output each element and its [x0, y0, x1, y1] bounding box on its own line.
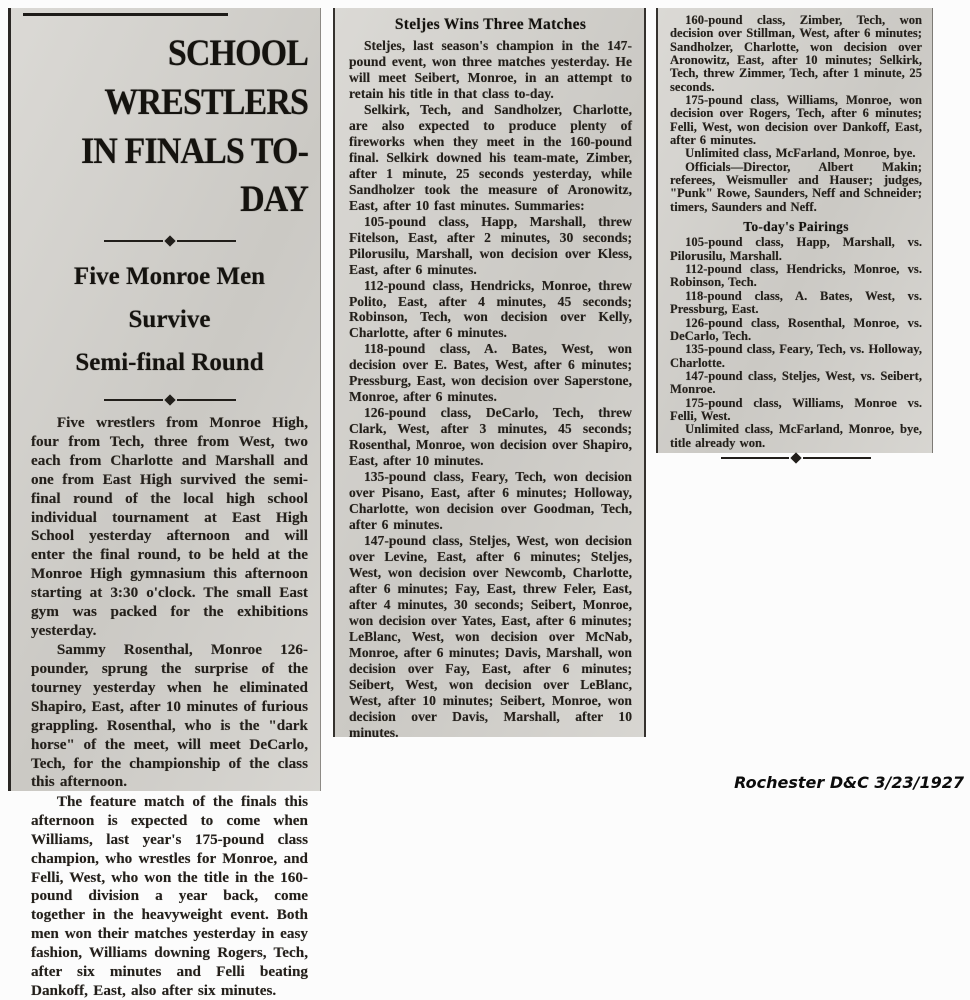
article-paragraph: Five wrestlers from Monroe High, four from Tech, three from West, two each from Charlotte and Marshall and one from East High survived the semi-final round of the local high school individual tournament at East High School yesterday afternoon and will enter the final round, to be held at the Monroe High gymnasium this afternoon starting at 3:30 o'clock. The small East gym was packed for the exhibitions yesterday.	[31, 414, 308, 639]
pairing-item: 105-pound class, Happ, Marshall, vs. Pilorusilu, Marshall.	[670, 235, 922, 263]
clipping-right-column	[656, 8, 933, 453]
right-article-body	[670, 14, 922, 462]
article-paragraph: Steljes, last season's champion in the 147-pound event, won three matches yesterday. He will meet Seibert, Monroe, in an attempt to retain his title in that class to-day.	[349, 38, 632, 101]
diamond-icon	[164, 236, 175, 247]
summary-paragraph: Unlimited class, McFarland, Monroe, bye.	[685, 146, 916, 161]
summary-paragraph: 160-pound class, Zimber, Tech, won decision over Stillman, West, after 6 minutes; Sandholzer, Charlotte, won decision over Aronowitz, East, after 10 minutes; Selkirk, Tech, threw Zimmer, Tech, after 1 minute, 25 seconds.	[670, 13, 922, 94]
pairings-heading: To-day's Pairings	[743, 219, 849, 235]
clipping-middle-column	[333, 8, 646, 740]
headline-line-2: IN FINALS TO-DAY	[80, 130, 308, 221]
middle-article-body	[349, 38, 632, 741]
top-rule	[23, 13, 228, 16]
officials-paragraph: Officials—Director, Albert Makin; referees, Weismuller and Hauser; judges, "Punk" Rowe, Saunders, Neff and Schneider; timers, Saunders and Neff.	[670, 159, 922, 214]
diamond-icon	[164, 395, 175, 406]
left-article-body	[31, 414, 308, 1000]
summary-paragraph: 112-pound class, Hendricks, Monroe, threw Polito, East, after 4 minutes, 45 seconds; Robinson, Tech, won decision over Kelly, Charlotte, after 6 minutes.	[349, 277, 632, 341]
divider-line	[177, 240, 236, 242]
subhead-line-2: Semi-final Round	[75, 349, 264, 377]
pairing-item: 126-pound class, Rosenthal, Monroe, vs. DeCarlo, Tech.	[670, 315, 922, 343]
summary-paragraph: 118-pound class, A. Bates, West, won decision over E. Bates, West, after 6 minutes; Pressburg, East, won decision over Saperstone, Monroe, after 6 minutes.	[349, 341, 632, 405]
headline	[53, 30, 308, 225]
section-heading: Steljes Wins Three Matches	[394, 16, 587, 33]
source-caption: Rochester D&C 3/23/1927	[734, 773, 964, 792]
article-paragraph: Sammy Rosenthal, Monroe 126-pounder, sprung the surprise of the tourney yesterday when he eliminated Shapiro, East, after 10 minutes of furious grappling. Rosenthal, who is the "dark horse" of the meet, will meet DeCarlo, Tech, for the championship of the class this afternoon.	[31, 641, 308, 791]
diamond-icon	[790, 452, 801, 463]
divider-line	[104, 399, 163, 401]
divider-line	[721, 457, 789, 459]
subheadline	[31, 255, 308, 384]
summary-paragraph: 175-pound class, Williams, Monroe, won decision over Rogers, Tech, after 6 minutes; Felli, West, won decision over Dankoff, East, after 6 minutes.	[670, 93, 922, 148]
summary-paragraph: 135-pound class, Feary, Tech, won decision over Pisano, East, after 6 minutes; Holloway, Charlotte, won decision over Goodman, Tech, after 6 minutes.	[349, 469, 632, 533]
headline-divider	[104, 237, 236, 245]
article-paragraph: The feature match of the finals this afternoon is expected to come when Williams, last year's 175-pound class champion, who wrestles for Monroe, and Felli, West, who won the title in the 160-pound division a year back, come together in the heavyweight event. Both men won their matches yesterday in easy fashion, Williams downing Rogers, Tech, after six minutes and Felli beating Dankoff, East, also after six minutes.	[31, 793, 308, 999]
end-divider	[721, 454, 871, 462]
pairing-item: 175-pound class, Williams, Monroe vs. Felli, West.	[670, 395, 922, 423]
summary-paragraph: 147-pound class, Steljes, West, won decision over Levine, East, after 6 minutes; Steljes, West, won decision over Newcomb, Charlotte, after 6 minutes; Fay, East, threw Feler, East, after 4 minutes, 30 seconds; Seibert, Monroe, won decision over Yates, East, after 6 minutes; LeBlanc, West, won decision over McNab, Monroe, after 6 minutes; Davis, Marshall, won decision over Fay, East, after 6 minutes; Seibert, West, won decision over LeBlanc, West, after 10 minutes; Seibert, Monroe, won decision over Davis, Marshall, after 10 minutes.	[349, 533, 632, 740]
pairing-item: 147-pound class, Steljes, West, vs. Seibert, Monroe.	[670, 368, 922, 397]
subhead-line-1: Five Monroe Men Survive	[73, 263, 266, 334]
divider-line	[104, 240, 163, 242]
summary-paragraph: 126-pound class, DeCarlo, Tech, threw Clark, West, after 3 minutes, 45 seconds; Rosenthal, Monroe, won decision over Shapiro, East, after 10 minutes.	[349, 405, 632, 469]
subhead-divider	[104, 396, 236, 404]
pairing-item: 112-pound class, Hendricks, Monroe, vs. Robinson, Tech.	[670, 262, 922, 290]
pairing-item: 135-pound class, Feary, Tech, vs. Holloway, Charlotte.	[670, 342, 922, 370]
divider-line	[177, 399, 236, 401]
clipping-left-column	[8, 8, 321, 999]
article-paragraph: Selkirk, Tech, and Sandholzer, Charlotte, are also expected to produce plenty of fireworks when they meet in the 160-pound final. Selkirk downed his team-mate, Zimber, after 1 minute, 25 seconds yesterday, while Sandholzer took the measure of Aronowitz, East, after 10 fast minutes. Summaries:	[349, 101, 632, 213]
headline-line-1: SCHOOL WRESTLERS	[104, 33, 308, 123]
pairing-item: Unlimited class, McFarland, Monroe, bye, title already won.	[670, 422, 922, 450]
summary-paragraph: 105-pound class, Happ, Marshall, threw Fitelson, East, after 2 minutes, 30 seconds; Pilorusilu, Marshall, won decision over Kless, East, after 6 minutes.	[349, 213, 632, 277]
pairing-item: 118-pound class, A. Bates, West, vs. Pressburg, East.	[670, 288, 922, 317]
divider-line	[803, 457, 871, 459]
